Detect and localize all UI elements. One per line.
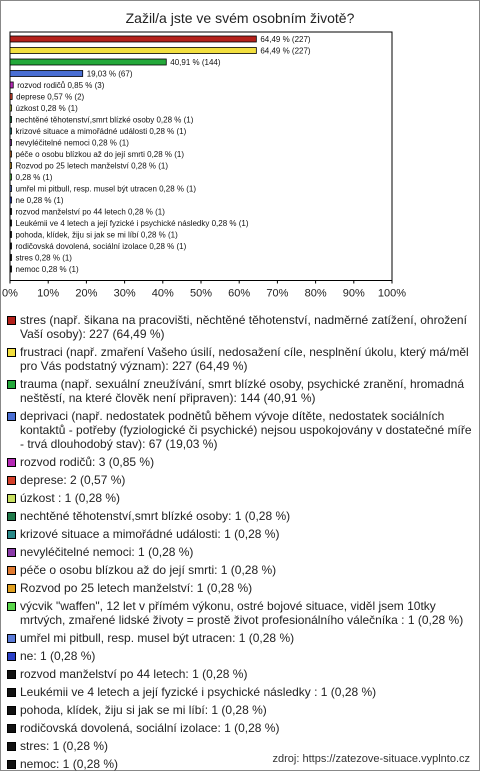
bar-label: stres 0,28 % (1) [16, 254, 73, 263]
bar [10, 105, 12, 111]
bar [10, 220, 12, 226]
legend-label: rodičovská dovolená, sociální izolace: 1 (0,28 %) [20, 721, 475, 735]
bar-label: krizové situace a mimořádné události 0,28 % (1) [16, 127, 187, 136]
legend-label: deprese: 2 (0,57 %) [20, 473, 475, 487]
bar [10, 163, 12, 169]
bar-label: rozvod rodičů 0,85 % (3) [17, 81, 104, 90]
x-tick-label: 100% [378, 288, 406, 300]
bar [10, 59, 166, 65]
legend-label: deprivaci (např. nedostatek podnětů během vývoje dítěte, nedostatek sociálních kontaktů - potřeby (fyziologické či psychické) nejsou uspokojovány v dostatečné míře - trvá dlouhodobý stav): 67 (19,03 %) [20, 409, 475, 451]
bar-label: nevyléčitelné nemoci 0,28 % (1) [16, 139, 130, 148]
legend-item [7, 721, 475, 735]
legend-swatch [7, 634, 16, 643]
bar-label: umřel mi pitbull, resp. musel být utracen 0,28 % (1) [16, 185, 197, 194]
legend-item [7, 491, 475, 505]
legend-label: péče o osobu blízkou až do její smrti: 1 (0,28 %) [20, 563, 475, 577]
x-tick-label: 0% [2, 288, 18, 300]
legend-item [7, 685, 475, 699]
legend-swatch [7, 706, 16, 715]
bar [10, 209, 12, 215]
bar-label: 64,49 % (227) [260, 35, 311, 44]
legend-label: nevyléčitelné nemoci: 1 (0,28 %) [20, 545, 475, 559]
bar [10, 174, 12, 180]
legend-label: ne: 1 (0,28 %) [20, 649, 475, 663]
legend-swatch [7, 760, 16, 769]
legend-swatch [7, 316, 16, 325]
x-tick-label: 70% [266, 288, 288, 300]
bar [10, 128, 12, 134]
legend-label: pohoda, klídek, žiju si jak se mi líbí: 1 (0,28 %) [20, 703, 475, 717]
legend-item [7, 563, 475, 577]
legend-label: trauma (např. sexuální zneužívání, smrt blízké osoby, psychické zranění, hromadná neštěstí, na které člověk není připraven): 144 (40,91 %) [20, 377, 475, 405]
bar-label: rozvod manželství po 44 letech 0,28 % (1) [16, 208, 166, 217]
bar [10, 255, 12, 261]
legend-swatch [7, 380, 16, 389]
legend-swatch [7, 476, 16, 485]
legend-label: rozvod rodičů: 3 (0,85 %) [20, 455, 475, 469]
legend-item [7, 667, 475, 681]
legend-label: stres (např. šikana na pracovišti, něchtěné těhotenství, nadměrné zatížení, ohrožení Vaší osoby): 227 (64,49 %) [20, 313, 475, 341]
bar [10, 186, 12, 192]
x-tick-label: 30% [114, 288, 136, 300]
legend-item [7, 455, 475, 469]
legend-label: frustraci (např. zmaření Vašeho úsilí, nedosažení cíle, nesplnění úkolu, který má/měl pro Vás podstatný význam): 227 (64,49 %) [20, 345, 475, 373]
legend-swatch [7, 688, 16, 697]
bar-label: pohoda, klídek, žiju si jak se mi líbí 0,28 % (1) [16, 231, 179, 240]
bar-label: rodičovská dovolená, sociální izolace 0,28 % (1) [16, 242, 187, 251]
bar-label: 0,28 % (1) [16, 173, 53, 182]
bar-label: deprese 0,57 % (2) [16, 93, 84, 102]
chart-plot [0, 0, 480, 310]
legend-swatch [7, 530, 16, 539]
legend-swatch [7, 670, 16, 679]
legend-label: umřel mi pitbull, resp. musel být utracen: 1 (0,28 %) [20, 631, 475, 645]
bar-label: ne 0,28 % (1) [16, 196, 64, 205]
legend-swatch [7, 652, 16, 661]
bar-label: nemoc 0,28 % (1) [16, 265, 79, 274]
legend-item [7, 649, 475, 663]
legend-label: Rozvod po 25 letech manželství: 1 (0,28 %) [20, 581, 475, 595]
legend-swatch [7, 494, 16, 503]
source-credit: zdroj: https://zatezove-situace.vyplnto.cz [273, 753, 470, 765]
bar [10, 94, 12, 100]
bar-label: nechtěné těhotenství,smrt blízké osoby 0,28 % (1) [16, 116, 194, 125]
legend-swatch [7, 458, 16, 467]
bar-label: Rozvod po 25 letech manželství 0,28 % (1) [16, 162, 169, 171]
bar [10, 82, 13, 88]
legend-swatch [7, 512, 16, 521]
legend-label: nemoc: 1 (0,28 %) [20, 757, 475, 771]
bar [10, 71, 83, 77]
bar [10, 36, 256, 42]
bar-label: péče o osobu blízkou až do její smrti 0,28 % (1) [16, 150, 185, 159]
legend-item [7, 739, 475, 753]
legend-item [7, 409, 475, 451]
legend-item [7, 599, 475, 627]
bar [10, 197, 12, 203]
legend-swatch [7, 548, 16, 557]
legend-item [7, 703, 475, 717]
bar-label: úzkost 0,28 % (1) [16, 104, 79, 113]
bar-label: 64,49 % (227) [260, 47, 311, 56]
x-tick-label: 60% [228, 288, 250, 300]
legend-label: úzkost : 1 (0,28 %) [20, 491, 475, 505]
legend-item [7, 473, 475, 487]
legend-item [7, 377, 475, 405]
bar [10, 232, 12, 238]
bar-label: 40,91 % (144) [170, 58, 221, 67]
x-tick-label: 20% [75, 288, 97, 300]
legend-swatch [7, 602, 16, 611]
legend-swatch [7, 742, 16, 751]
bar [10, 266, 12, 272]
bar [10, 117, 12, 123]
legend-label: nechtěné těhotenství,smrt blízké osoby: 1 (0,28 %) [20, 509, 475, 523]
x-tick-label: 40% [152, 288, 174, 300]
x-tick-label: 50% [190, 288, 212, 300]
legend-label: výcvik "waffen", 12 let v přímém výkonu, ostré bojové situace, viděl jsem 10tky mrtvých, zmařené lidské životy = prostě život profesionálního válečníka : 1 (0,28 %) [20, 599, 475, 627]
legend-swatch [7, 412, 16, 421]
bar-label: 19,03 % (67) [87, 70, 133, 79]
bar [10, 151, 12, 157]
legend-swatch [7, 348, 16, 357]
bar [10, 48, 256, 54]
legend-swatch [7, 566, 16, 575]
legend-label: stres: 1 (0,28 %) [20, 739, 475, 753]
legend-label: rozvod manželství po 44 letech: 1 (0,28 %) [20, 667, 475, 681]
legend-swatch [7, 724, 16, 733]
legend-label: krizové situace a mimořádné události: 1 (0,28 %) [20, 527, 475, 541]
legend-item [7, 581, 475, 595]
legend-item [7, 509, 475, 523]
legend-item [7, 345, 475, 373]
bar-label: Leukémii ve 4 letech a její fyzické i psychické následky 0,28 % (1) [16, 219, 249, 228]
bar [10, 140, 12, 146]
legend-item [7, 631, 475, 645]
bar [10, 243, 12, 249]
chart-title: Zažil/a jste ve svém osobním životě? [0, 10, 480, 26]
x-tick-label: 80% [305, 288, 327, 300]
x-tick-label: 10% [37, 288, 59, 300]
legend-swatch [7, 584, 16, 593]
chart-legend [7, 313, 475, 775]
legend-item [7, 527, 475, 541]
x-tick-label: 90% [343, 288, 365, 300]
legend-item [7, 313, 475, 341]
legend-item [7, 545, 475, 559]
legend-label: Leukémii ve 4 letech a její fyzické i psychické následky : 1 (0,28 %) [20, 685, 475, 699]
